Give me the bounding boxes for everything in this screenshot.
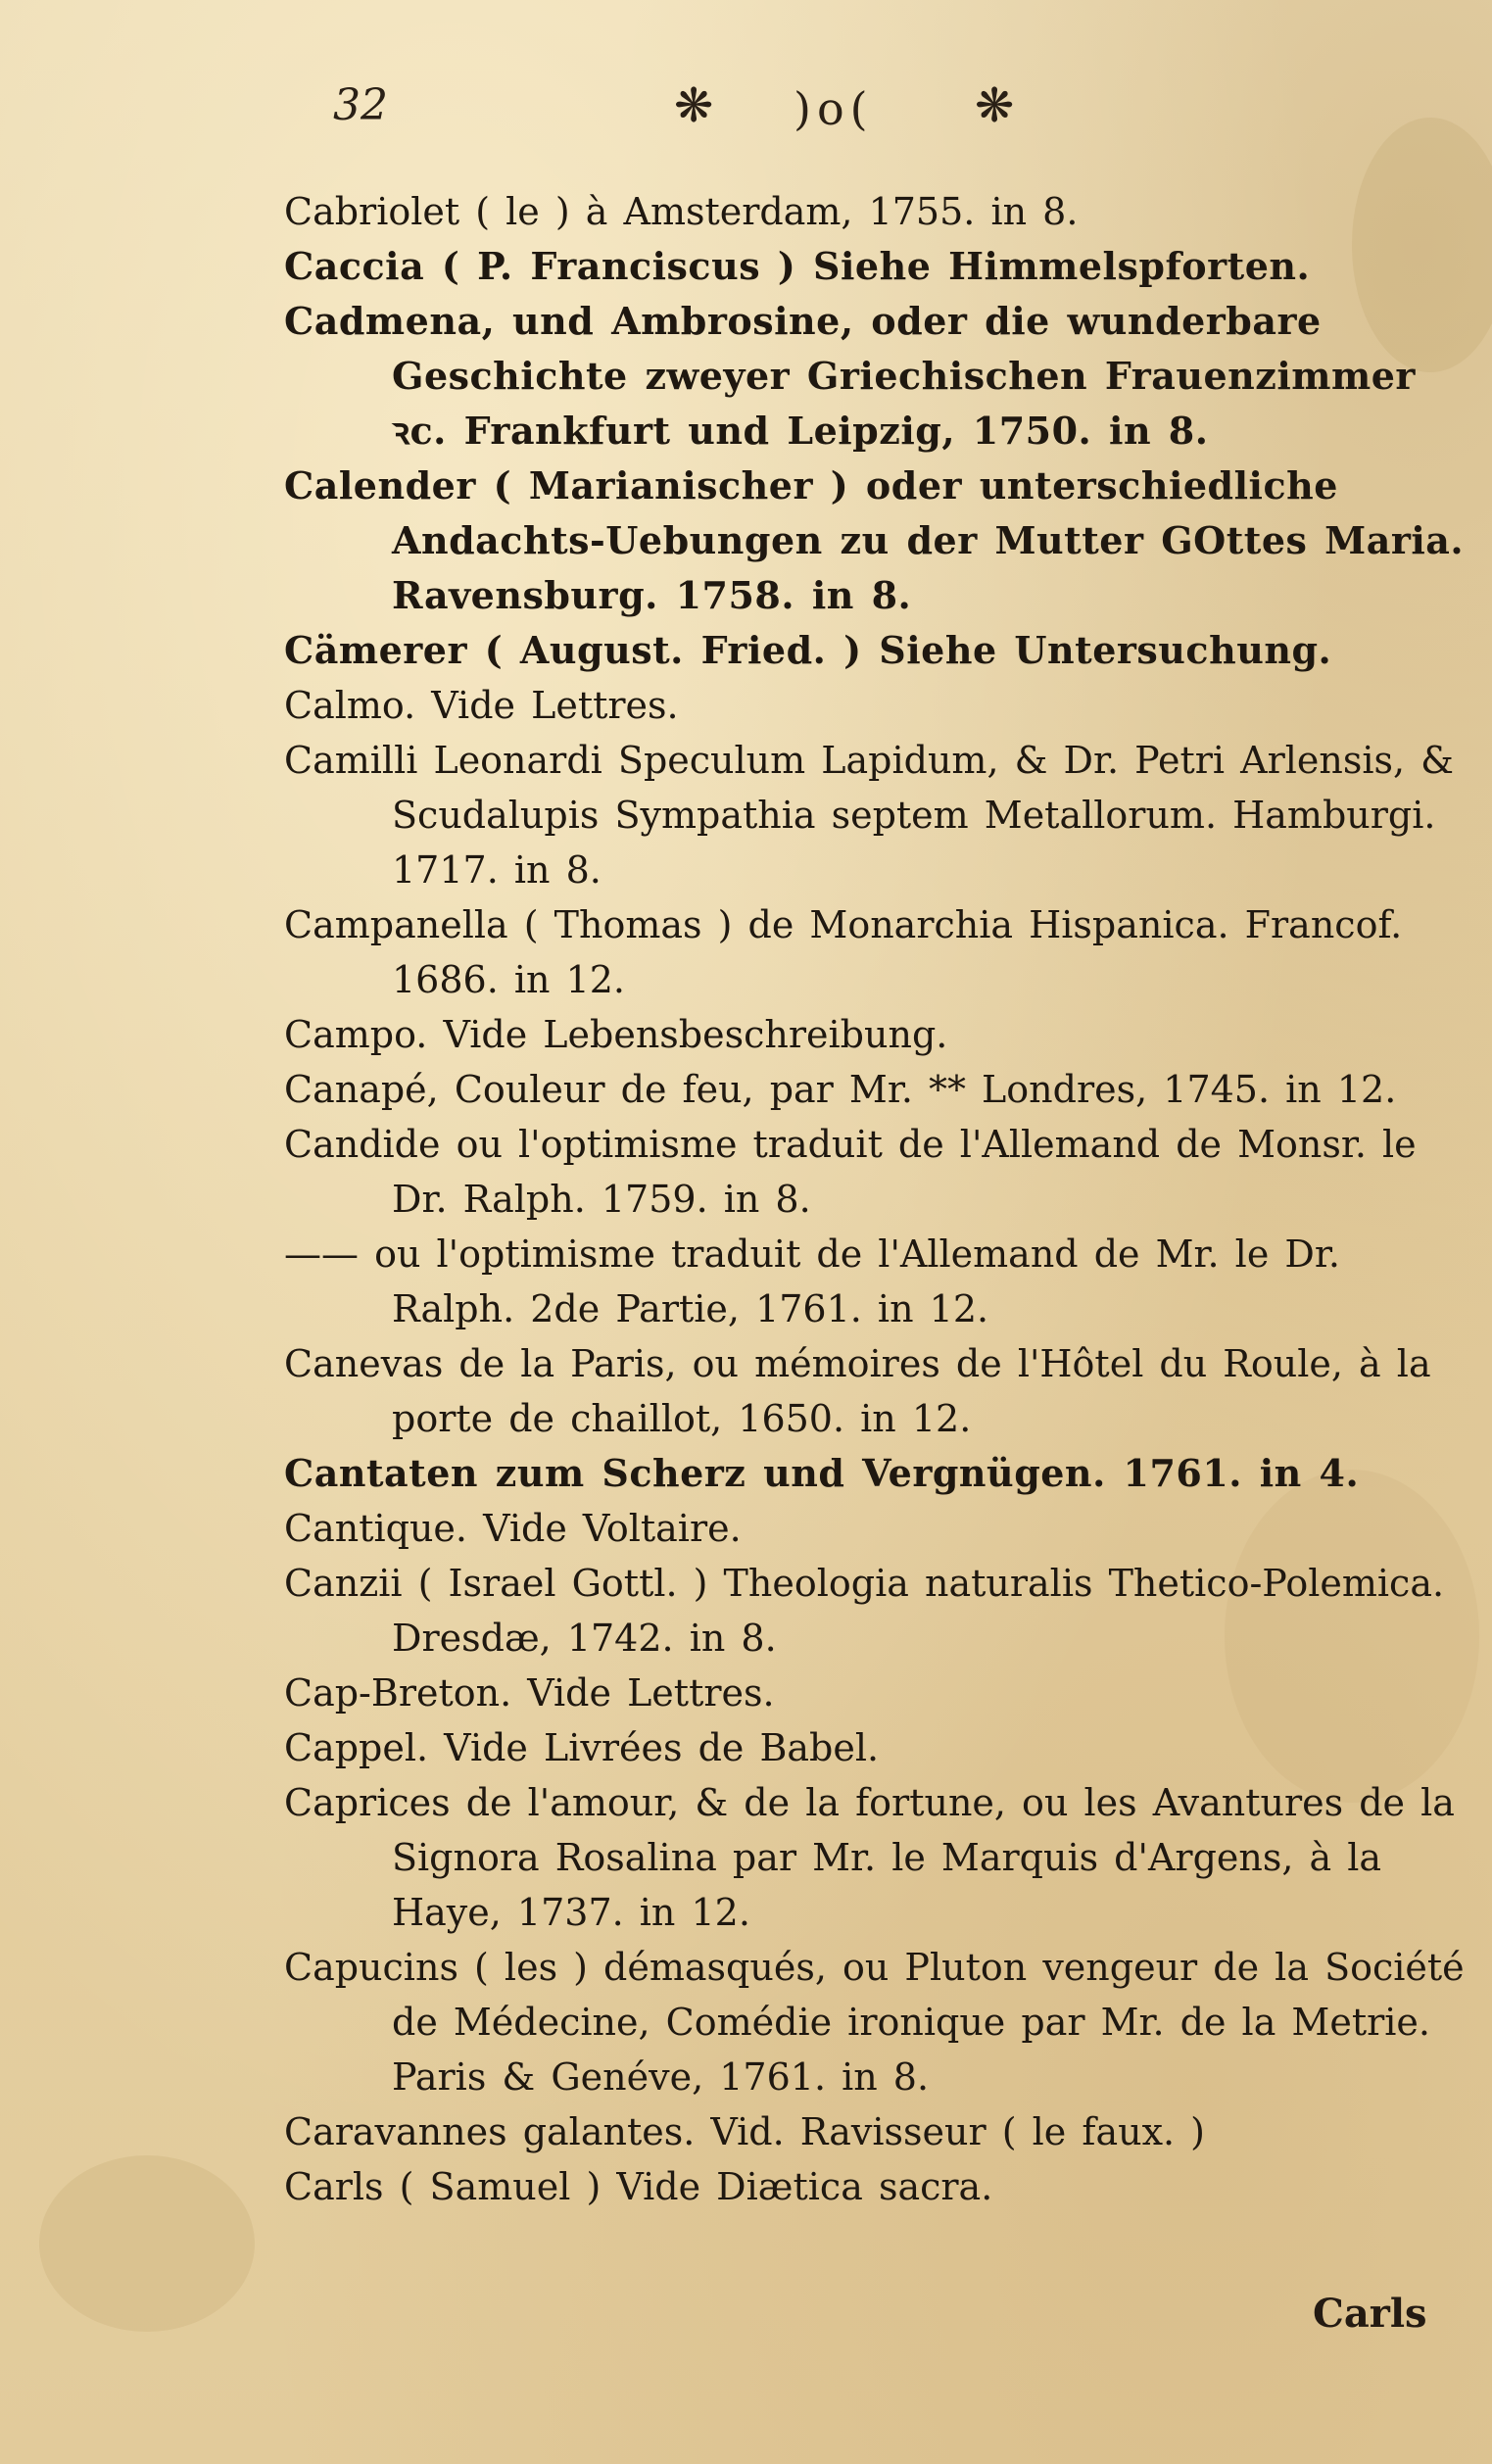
catalog-entry: Candide ou l'optimisme traduit de l'Allemand de Monsr. le Dr. Ralph. 1759. in 8.	[284, 1123, 1417, 1221]
catalog-entry: Cap-Breton. Vide Lettres.	[284, 1671, 775, 1715]
catalog-entry: Canzii ( Israel Gottl. ) Theologia naturalis Thetico-Polemica. Dresdæ, 1742. in 8.	[284, 1562, 1445, 1660]
ornament-left-icon: ❋	[674, 78, 716, 133]
catalog-entry: Caprices de l'amour, & de la fortune, ou les Avantures de la Signora Rosalina par Mr. le Marquis d'Argens, à la Haye, 1737. in 12.	[284, 1781, 1455, 1934]
catalog-entry: Canevas de la Paris, ou mémoires de l'Hôtel du Roule, à la porte de chaillot, 1650. in 12.	[284, 1342, 1431, 1440]
catalog-entry: —— ou l'optimisme traduit de l'Allemand de Mr. le Dr. Ralph. 2de Partie, 1761. in 12.	[284, 1232, 1340, 1330]
catalog-entry: Cappel. Vide Livrées de Babel.	[284, 1726, 880, 1769]
catalog-entry: Calmo. Vide Lettres.	[284, 684, 679, 727]
catalog-entry: Caravannes galantes. Vid. Ravisseur ( le faux. )	[284, 2110, 1205, 2153]
paper-stain	[39, 2155, 255, 2332]
catalog-entry: Caccia ( P. Franciscus ) Siehe Himmelspforten.	[284, 244, 1311, 288]
catalog-entry: Canapé, Couleur de feu, par Mr. ** Londres, 1745. in 12.	[284, 1068, 1397, 1111]
catalog-entry: Cabriolet ( le ) à Amsterdam, 1755. in 8.	[284, 190, 1079, 233]
catalog-entry: Cantique. Vide Voltaire.	[284, 1507, 742, 1550]
catalog-entry: Capucins ( les ) démasqués, ou Pluton vengeur de la Société de Médecine, Comédie ironique par Mr. de la Metrie. Paris & Genéve, 1761. in 8.	[284, 1946, 1465, 2099]
catalog-entry: Cantaten zum Scherz und Vergnügen. 1761. in 4.	[284, 1451, 1360, 1495]
catalog-entry: Campo. Vide Lebensbeschreibung.	[284, 1013, 948, 1056]
running-head: )o(	[794, 82, 874, 135]
page-header	[0, 76, 1492, 145]
catalog-entry: Cadmena, und Ambrosine, oder die wunderbare Geschichte zweyer Griechischen Frauenzimmer ꝛc. Frankfurt und Leipzig, 1750. in 8.	[284, 299, 1416, 453]
catalog-entry: Campanella ( Thomas ) de Monarchia Hispanica. Francof. 1686. in 12.	[284, 903, 1403, 1001]
catalog-entry: Camilli Leonardi Speculum Lapidum, & Dr. Petri Arlensis, & Scudalupis Sympathia septem Metallorum. Hamburgi. 1717. in 8.	[284, 739, 1455, 892]
ornament-right-icon: ❋	[975, 78, 1017, 133]
catalog-entry: Carls ( Samuel ) Vide Diætica sacra.	[284, 2165, 993, 2208]
catalog-entry: Calender ( Marianischer ) oder unterschiedliche Andachts-Uebungen zu der Mutter GOttes Maria. Ravensburg. 1758. in 8.	[284, 463, 1465, 617]
catalog-entry: Cämerer ( August. Fried. ) Siehe Untersuchung.	[284, 628, 1332, 672]
page-number: 32	[333, 80, 388, 130]
catchword: Carls	[1313, 2291, 1427, 2337]
catalog-entries	[284, 184, 1469, 2214]
